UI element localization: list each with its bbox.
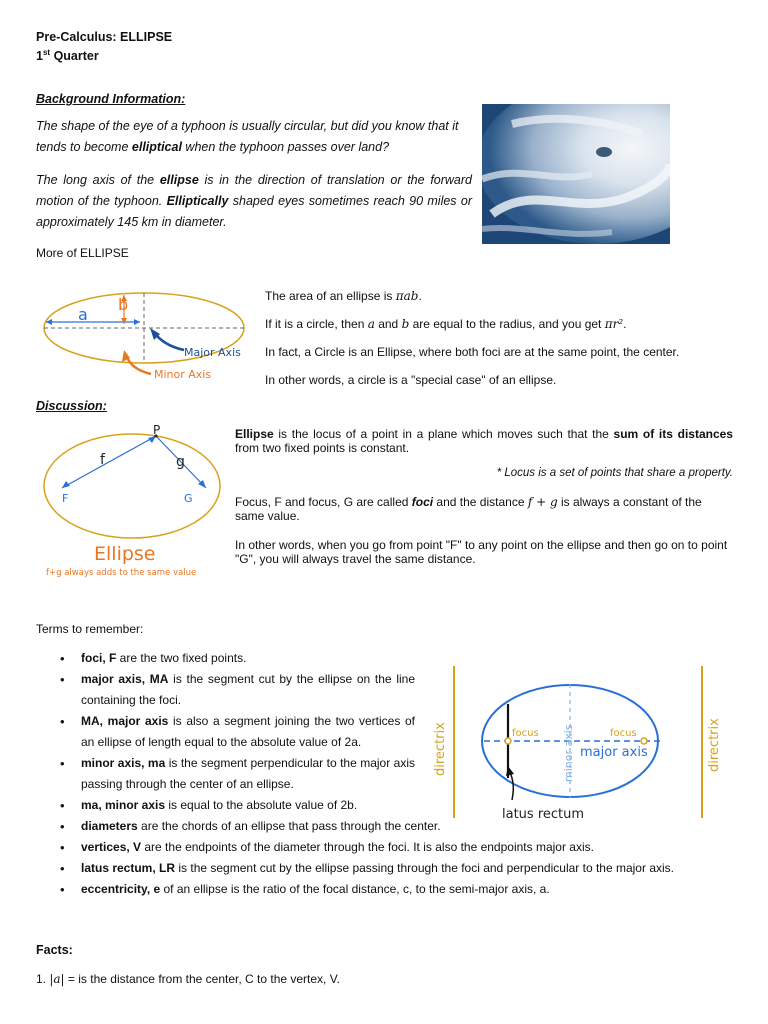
ellipse-definition [235,427,733,455]
area-text: The area of an ellipse is [265,289,396,303]
p2-text-a: The long axis of the [36,173,160,187]
circle-text-a: If it is a circle, then [265,317,368,331]
p1-bold: elliptical [131,140,182,154]
term-vertices-text: are the endpoints of the diameter through the foci. It is also the endpoints major axis. [141,840,594,854]
term-foci-label: foci, F [81,651,117,665]
discussion-other-words: In other words, when you go from point "F" to any point on the ellipse and then go on to point "G", you will always travel the same distance. [235,538,728,566]
p2-bold-1: ellipse [159,173,199,187]
background-paragraph-2 [36,170,472,233]
circle-math-r: πr² [604,317,624,331]
quarter-word: Quarter [53,49,99,64]
fig3-directrix-left: directrix [433,722,448,776]
p2-text-b: is in the direction of translation or the forward motion of the typhoon. [36,173,472,208]
fig1-major-label: Major Axis [184,346,241,359]
def-text-a: is the locus of a point in a plane which moves such that the [273,427,614,441]
fig3-focus-right: focus [610,728,637,739]
term-eccentricity [60,879,741,900]
term-eccentricity-text: of an ellipse is the ratio of the focal distance, c, to the semi-major axis, a. [160,882,550,896]
term-vertices [60,837,741,858]
locus-note: * Locus is a set of points that share a property. [496,467,733,479]
area-end: . [418,289,422,303]
term-major-axis [60,669,415,711]
fact-line: In fact, a Circle is an Ellipse, where both foci are at the same point, the center. [265,345,680,359]
fig3-major-axis: major axis [580,745,648,760]
fig1-a-label: a [78,305,88,324]
term-eccentricity-label: eccentricity, e [81,882,161,896]
ellipse-foci-figure [36,422,226,582]
fig2-caption: f+g always adds to the same value [46,568,197,578]
ellipse-axes-figure [36,290,256,390]
term-diameters [60,816,741,837]
fig3-directrix-right: directrix [707,718,722,772]
special-case-line: In other words, a circle is a "special case" of an ellipse. [265,373,557,387]
circle-end: . [623,317,627,331]
title-line: Pre-Calculus: ELLIPSE [36,30,173,44]
term-major-axis-text: is the segment cut by the ellipse on the line containing the foci. [81,672,415,707]
fig3-focus-left: focus [512,728,539,739]
def-bold-2: sum of its distances [613,427,733,441]
fig2-title: Ellipse [94,543,156,565]
term-foci-text: are the two fixed points. [116,651,247,665]
fig3-latus-rectum: latus rectum [502,807,585,822]
term-minor-axis-label: minor axis, ma [81,756,166,770]
term-minor-axis [60,753,415,795]
circle-math-a: a [367,317,375,331]
quarter-num: 1 [36,49,43,64]
document-title [36,30,172,64]
foci-description [235,495,733,523]
fig1-minor-label: Minor Axis [154,368,212,381]
background-paragraph-1 [36,116,476,158]
fact-1-math: |a| [49,972,65,986]
term-ma-major-axis [60,711,415,753]
terms-list [60,648,741,900]
def-text-c: from two fixed points is constant. [235,441,410,455]
term-latus-text: is the segment cut by the ellipse passing through the foci and perpendicular to the major axis. [175,861,674,875]
fact-1-number: 1. [36,972,50,986]
term-minor-axis-text: is the segment perpendicular to the major axis passing through the center of an ellipse. [81,756,416,791]
foci-bold: foci [411,495,434,509]
term-major-axis-label: major axis, MA [81,672,169,686]
fig2-g-label: g [176,454,185,470]
fig2-f-label: f [100,452,105,468]
term-diameters-text: are the chords of an ellipse that pass through the center. [137,819,441,833]
quarter-sup: st [42,48,51,57]
term-ma-minor-label: ma, minor axis [81,798,166,812]
def-bold-1: Ellipse [235,427,274,441]
facts-heading: Facts: [36,943,73,957]
circle-math-b: b [401,317,410,331]
foci-text-d: is always a constant of the same value. [235,495,702,523]
term-ma-minor-text: is equal to the absolute value of 2b. [165,798,358,812]
more-heading: More of ELLIPSE [36,246,129,260]
fig2-F-label: F [62,492,69,505]
term-foci [60,648,411,669]
term-latus-rectum [60,858,741,879]
fact-1 [36,972,340,986]
circle-text-b: and [374,317,402,331]
typhoon-image [482,104,670,244]
fig2-G-label: G [184,492,193,505]
term-diameters-label: diameters [81,819,138,833]
term-latus-label: latus rectum, LR [81,861,176,875]
quarter-line [36,45,172,64]
p2-text-c: shaped eyes sometimes reach 90 miles or approximately 145 km in diameter. [36,194,472,229]
term-ma-text: is also a segment joining the two vertices of an ellipse of length equal to the absolute value of 2a. [81,714,415,749]
circle-text-c: are equal to the radius, and you get [409,317,605,331]
foci-text-c: and the distance [433,495,528,509]
foci-text-a: Focus, F and focus, G are called [235,495,412,509]
term-ma-label: MA, major axis [81,714,169,728]
area-line [265,289,422,303]
fig3-minor-axis: minor axis [562,724,575,782]
circle-line [265,317,627,331]
p1-text-b: when the typhoon passes over land? [181,140,390,154]
discussion-heading: Discussion: [36,399,107,413]
fact-1-text: = is the distance from the center, C to the vertex, V. [64,972,340,986]
p2-bold-2: Elliptically [166,194,229,208]
foci-formula: f + g [527,495,558,509]
background-heading: Background Information: [36,92,186,106]
term-ma-minor-axis [60,795,741,816]
term-vertices-label: vertices, V [81,840,142,854]
p1-text-a: The shape of the eye of a typhoon is usually circular, but did you know that it tends to become [36,119,459,154]
fig1-b-label: b [118,295,129,314]
area-formula: πab [395,289,419,303]
fig2-P-label: P [153,423,161,437]
terms-heading: Terms to remember: [36,622,144,636]
